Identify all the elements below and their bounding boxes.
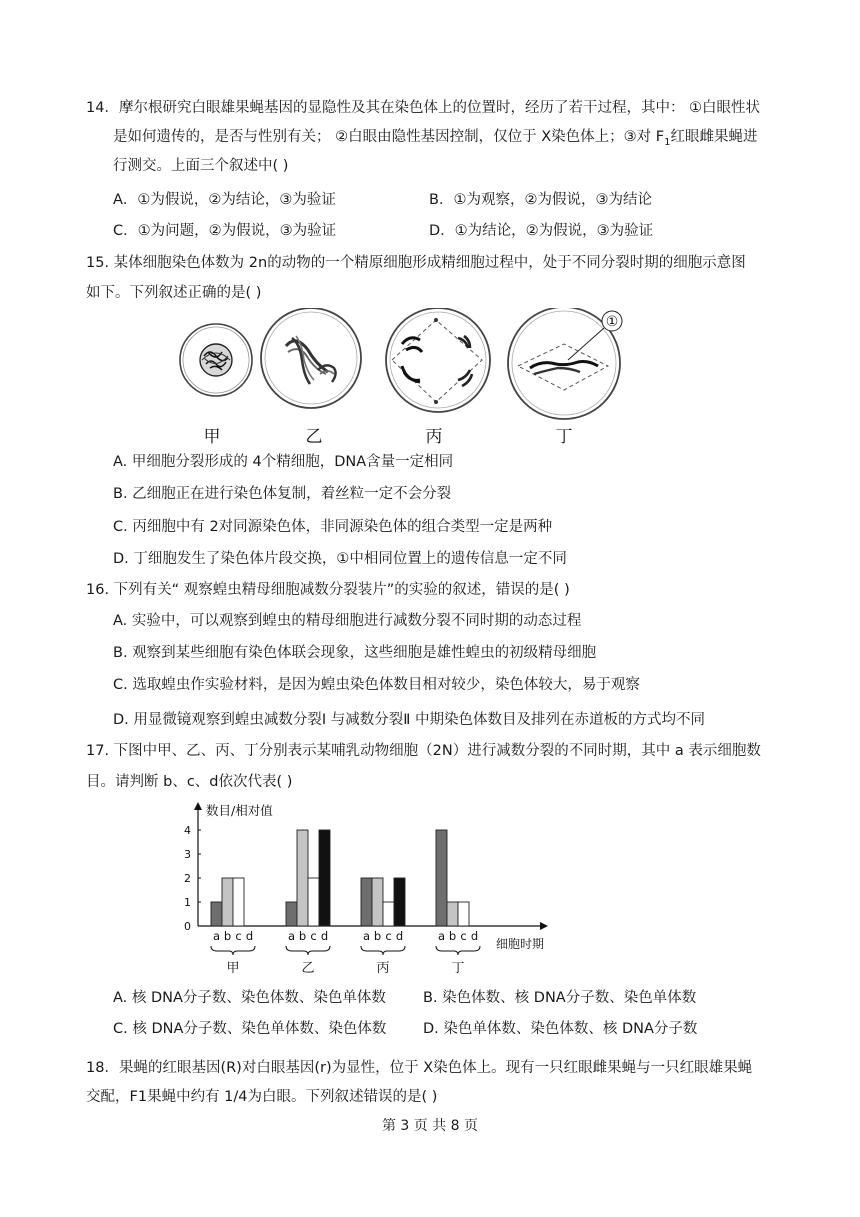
group-label: 丁 (451, 961, 465, 976)
fig-label-jia: 甲 (203, 427, 221, 447)
meiosis-bar-chart (170, 800, 570, 980)
q16-option-c: C. 选取蝗虫作实验材料，是因为蝗虫染色体数目相对较少，染色体较大，易于观察 (113, 677, 640, 693)
bar-甲-b (222, 878, 233, 926)
group-brace (361, 946, 405, 955)
bar-letter: d (395, 929, 404, 943)
q17-option-b: B. 染色体数、核 DNA分子数、染色单体数 (423, 990, 697, 1006)
q17-stem-line1: 17. 下图中甲、乙、丙、丁分别表示某哺乳动物细胞（2N）进行减数分裂的不同时期，其中 a 表示细胞数 (86, 743, 761, 759)
cell-ding (508, 308, 622, 419)
q18-stem-line2: 交配，F1果蝇中约有 1/4为白眼。下列叙述错误的是( ) (86, 1089, 438, 1105)
q15-option-a: A. 甲细胞分裂形成的 4个精细胞，DNA含量一定相同 (113, 454, 454, 470)
q15-option-b: B. 乙细胞正在进行染色体复制，着丝粒一定不会分裂 (113, 486, 452, 502)
bar-letter: b (298, 929, 307, 943)
bar-letter: c (310, 929, 317, 943)
bar-letter: b (373, 929, 382, 943)
y-axis-arrow (194, 802, 202, 810)
y-tick-label: 4 (184, 824, 191, 837)
bar-letter: b (448, 929, 457, 943)
q17-option-d: D. 染色单体数、染色体数、核 DNA分子数 (423, 1021, 698, 1037)
bar-丙-a (361, 878, 372, 926)
q18-stem-line1: 18．果蝇的红眼基因(R)对白眼基因(r)为显性，位于 X染色体上。现有一只红眼雌果蝇与一只红眼雄果蝇 (86, 1060, 753, 1076)
bar-letter: c (385, 929, 392, 943)
bar-丙-b (372, 878, 383, 926)
x-axis-label: 细胞时期 (496, 937, 545, 951)
q14-stem-line2: 是如何遗传的，是否与性别有关； ②白眼由隐性基因控制，仅位于 X染色体上；③对 $F_1$红眼雌果蝇进 (113, 129, 758, 148)
bar-甲-a (211, 902, 222, 926)
x-axis-arrow (540, 922, 548, 930)
q16-option-b: B. 观察到某些细胞有染色体联会现象，这些细胞是雄性蝗虫的初级精母细胞 (113, 645, 597, 661)
group-label: 甲 (226, 961, 240, 976)
q15-stem-line2: 如下。下列叙述正确的是( ) (86, 285, 262, 301)
bar-letter: d (245, 929, 254, 943)
group-label: 丙 (376, 961, 390, 976)
bar-乙-b (297, 830, 308, 926)
bar-letter: a (362, 929, 371, 943)
cell-division-figure (178, 308, 638, 448)
bar-letter: a (212, 929, 221, 943)
fig-label-bing: 丙 (425, 427, 443, 447)
y-axis-label: 数目/相对值 (206, 803, 273, 818)
q15-option-d: D. 丁细胞发生了染色体片段交换，①中相同位置上的遗传信息一定不同 (113, 551, 567, 567)
q16-option-a: A. 实验中，可以观察到蝗虫的精母细胞进行减数分裂不同时期的动态过程 (113, 613, 582, 629)
q14-stem-line3: 行测交。上面三个叙述中( ) (113, 158, 289, 174)
bar-丁-b (447, 902, 458, 926)
q17-option-a: A. 核 DNA分子数、染色体数、染色单体数 (113, 990, 386, 1006)
q16-option-d: D. 用显微镜观察到蝗虫减数分裂Ⅰ 与减数分裂Ⅱ 中期染色体数目及排列在赤道板的方式均不同 (113, 712, 706, 728)
group-brace (286, 946, 330, 955)
group-brace (436, 946, 480, 955)
bar-丁-c (458, 902, 469, 926)
bar-丙-d (394, 878, 405, 926)
bar-乙-a (286, 902, 297, 926)
q14-stem-line1: 14．摩尔根研究白眼雄果蝇基因的显隐性及其在染色体上的位置时，经历了若干过程，其中： ①白眼性状 (86, 100, 761, 116)
bar-letter: a (437, 929, 446, 943)
q15-stem-line1: 15. 某体细胞染色体数为 2n的动物的一个精原细胞形成精细胞过程中，处于不同分裂时期的细胞示意图 (86, 255, 746, 271)
bar-letter: c (460, 929, 467, 943)
cell-bing (386, 308, 490, 412)
fig-label-ding: 丁 (555, 427, 573, 447)
fig-label-yi: 乙 (305, 427, 323, 447)
bar-丁-a (436, 830, 447, 926)
bar-letter: b (223, 929, 232, 943)
q16-stem: 16. 下列有关“ 观察蝗虫精母细胞减数分裂装片”的实验的叙述，错误的是( ) (86, 582, 570, 598)
group-brace (211, 946, 255, 955)
q14-option-b: B．①为观察，②为假说，③为结论 (429, 192, 652, 208)
y-tick-label: 0 (184, 920, 191, 933)
q17-option-c: C. 核 DNA分子数、染色单体数、染色体数 (113, 1021, 387, 1037)
fig-marker-1: ① (605, 314, 619, 330)
bar-letter: d (470, 929, 479, 943)
page-footer: 第 3 页 共 8 页 (381, 1118, 479, 1134)
q14-option-c: C．①为问题，②为假说，③为验证 (113, 223, 337, 239)
bar-丙-c (383, 902, 394, 926)
bar-甲-c (233, 878, 244, 926)
y-tick-label: 1 (184, 896, 191, 909)
q15-option-c: C. 丙细胞中有 2对同源染色体，非同源染色体的组合类型一定是两种 (113, 519, 553, 535)
y-tick-label: 2 (184, 872, 191, 885)
group-label: 乙 (301, 961, 315, 976)
bar-乙-d (319, 830, 330, 926)
q17-stem-line2: 目。请判断 b、c、d依次代表( ) (86, 774, 293, 790)
y-tick-label: 3 (184, 848, 191, 861)
bar-letter: a (287, 929, 296, 943)
cell-yi (261, 308, 361, 408)
bar-letter: d (320, 929, 329, 943)
q14-option-a: A．①为假说，②为结论，③为验证 (113, 192, 336, 208)
bar-乙-c (308, 878, 319, 926)
cell-jia (180, 324, 252, 396)
q14-option-d: D．①为结论，②为假说，③为验证 (429, 223, 654, 239)
bar-letter: c (235, 929, 242, 943)
